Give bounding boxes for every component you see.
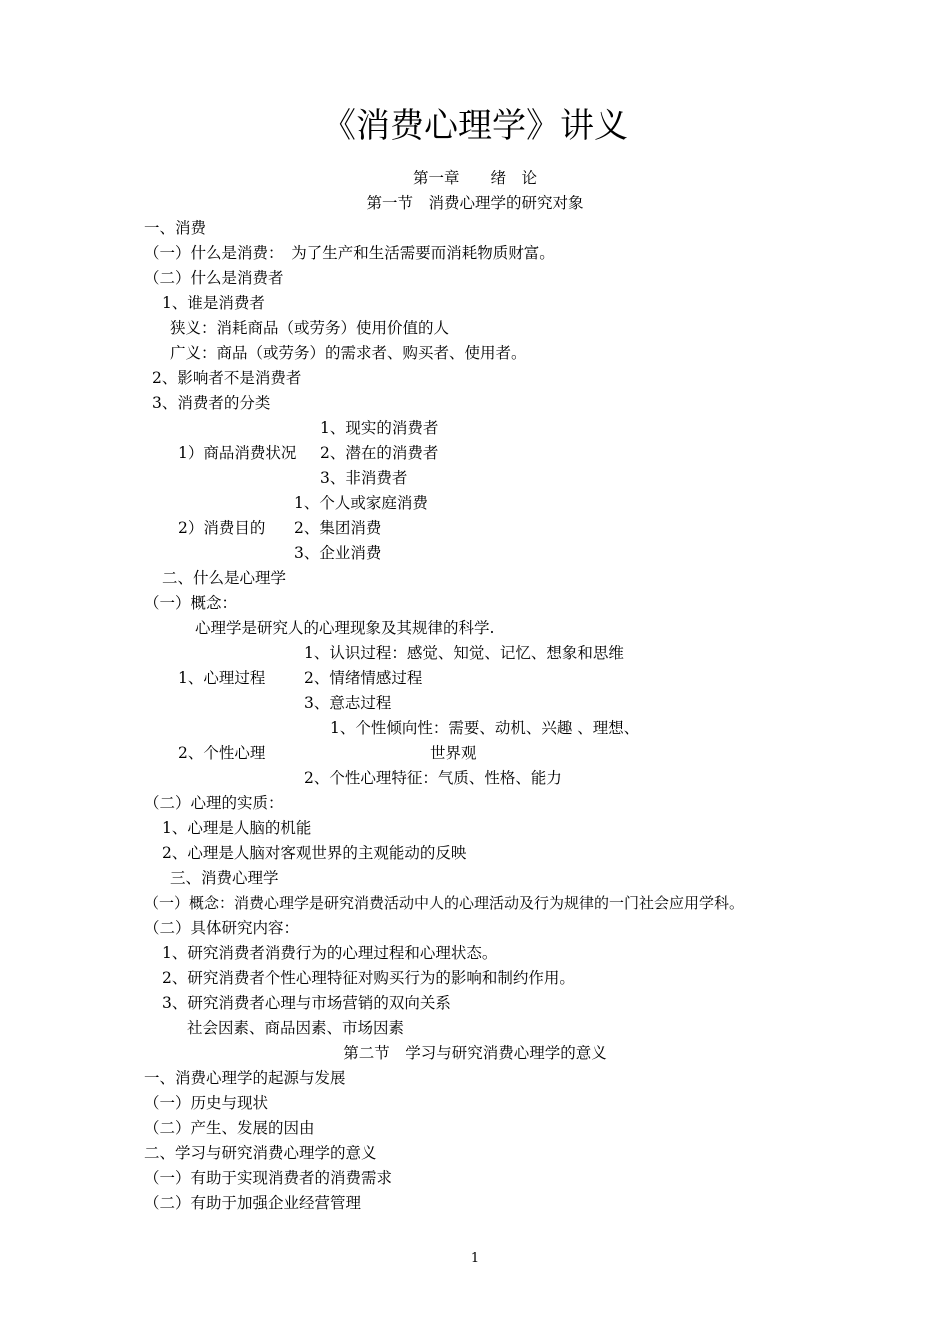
text-line: 社会因素、商品因素、市场因素 (187, 1019, 405, 1037)
text-line: 1、认识过程：感觉、知觉、记忆、想象和思维 (304, 644, 624, 662)
text-line: 3、非消费者 (320, 469, 408, 487)
text-line: 3、研究消费者心理与市场营销的双向关系 (162, 994, 451, 1012)
text-line: 狭义：消耗商品（或劳务）使用价值的人 (170, 319, 450, 337)
text-line: 一、消费 (144, 219, 207, 237)
section-heading: 第一节 消费心理学的研究对象 (366, 194, 584, 212)
text-line: 心理学是研究人的心理现象及其规律的科学. (195, 619, 495, 637)
text-line: （一）历史与现状 (144, 1094, 269, 1112)
text-line: 1、研究消费者消费行为的心理过程和心理状态。 (162, 944, 498, 962)
text-line: 2、情绪情感过程 (304, 669, 423, 687)
text-line: 1、个性倾向性：需要、动机、兴趣 、理想、 (330, 719, 640, 737)
text-line: （二）心理的实质： (144, 794, 284, 812)
text-line: （一）什么是消费： 为了生产和生活需要而消耗物质财富。 (144, 244, 555, 262)
text-line: 2、影响者不是消费者 (152, 369, 302, 387)
text-line: 二、学习与研究消费心理学的意义 (144, 1144, 377, 1162)
text-line: 三、消费心理学 (170, 869, 279, 887)
text-line: 2）消费目的 (178, 519, 266, 537)
text-line: 1、心理过程 (178, 669, 266, 687)
text-line: （一）有助于实现消费者的消费需求 (144, 1169, 393, 1187)
text-line: 2、研究消费者个性心理特征对购买行为的影响和制约作用。 (162, 969, 575, 987)
text-line: 2、个性心理特征：气质、性格、能力 (304, 769, 562, 787)
text-line: 3、消费者的分类 (152, 394, 271, 412)
text-line: （一）概念：消费心理学是研究消费活动中人的心理活动及行为规律的一门社会应用学科。 (144, 894, 745, 912)
text-line: 二、什么是心理学 (162, 569, 287, 587)
text-line: 2、潜在的消费者 (320, 444, 439, 462)
text-line: （二）具体研究内容： (144, 919, 300, 937)
text-line: 2、心理是人脑对客观世界的主观能动的反映 (162, 844, 467, 862)
text-line: （二）有助于加强企业经营管理 (144, 1194, 362, 1212)
text-line: （一）概念： (144, 594, 238, 612)
text-line: 1）商品消费状况 (178, 444, 297, 462)
document-title: 《消费心理学》讲义 (322, 106, 628, 146)
text-line: 1、谁是消费者 (162, 294, 265, 312)
text-line: 世界观 (430, 744, 477, 762)
chapter-heading: 第一章 绪 论 (412, 169, 537, 187)
text-line: 1、心理是人脑的机能 (162, 819, 312, 837)
text-line: 2、个性心理 (178, 744, 266, 762)
text-line: 3、意志过程 (304, 694, 392, 712)
text-line: 1、现实的消费者 (320, 419, 439, 437)
text-line: 2、集团消费 (294, 519, 382, 537)
text-line: 3、企业消费 (294, 544, 382, 562)
page-number: 1 (470, 1251, 480, 1266)
text-line: 1、个人或家庭消费 (294, 494, 428, 512)
text-line: （二）什么是消费者 (144, 269, 284, 287)
text-line: 一、消费心理学的起源与发展 (144, 1069, 346, 1087)
text-line: （二）产生、发展的因由 (144, 1119, 315, 1137)
text-line: 广义：商品（或劳务）的需求者、购买者、使用者。 (170, 344, 527, 362)
section-heading: 第二节 学习与研究消费心理学的意义 (343, 1044, 607, 1062)
